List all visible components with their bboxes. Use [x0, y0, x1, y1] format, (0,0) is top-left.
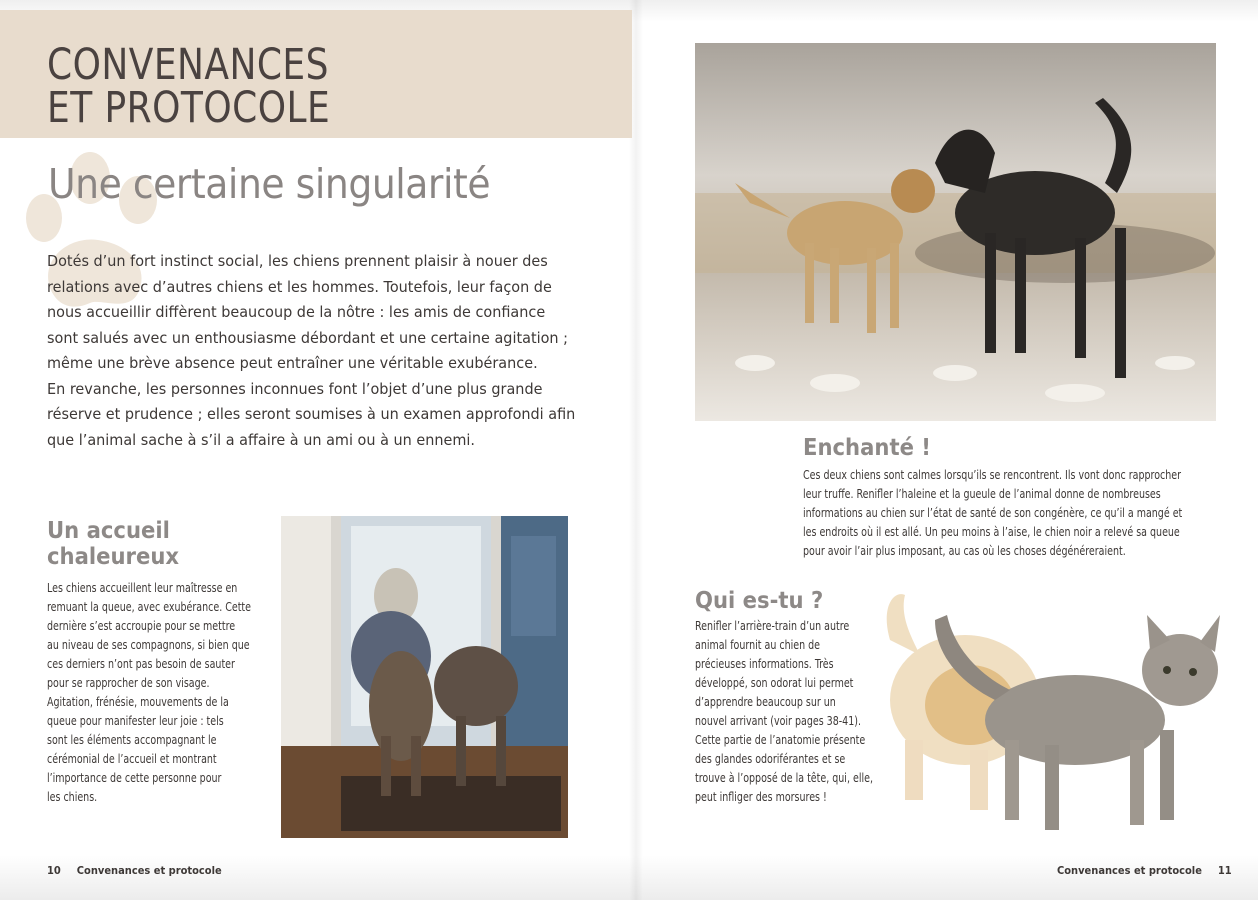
text-line: leur truffe. Renifler l’haleine et la gueule de l’animal donne de nombreuses [803, 487, 1161, 501]
text-line: des glandes odoriférantes et se [695, 752, 846, 766]
text-line: les endroits où il est allé. Un peu moins à l’aise, le chien noir a relevé sa queue [803, 525, 1180, 539]
text-line: trouve à l’opposé de la tête, qui, elle, [695, 771, 873, 785]
text-line: précieuses informations. Très [695, 657, 834, 671]
caption-heading-enchante: Enchanté ! [803, 435, 931, 461]
text-line: sont les éléments accompagnant le [47, 733, 217, 747]
text-line: ces derniers n’ont pas besoin de sauter [47, 657, 235, 671]
heading-line: Un accueil [47, 518, 170, 544]
intro-line: même une brève absence peut entraîner une véritable exubérance. [47, 354, 538, 372]
two-dogs-meeting-photo [695, 43, 1216, 421]
intro-line: relations avec d’autres chiens et les hommes. Toutefois, leur façon de [47, 277, 552, 296]
text-line: au niveau de ses compagnons, si bien que [47, 638, 250, 652]
text-line: l’importance de cette personne pour [47, 771, 222, 785]
chapter-title-line1: CONVENANCES [47, 40, 329, 90]
text-line: développé, son odorat lui permet [695, 676, 854, 690]
text-line: Ces deux chiens sont calmes lorsqu’ils se rencontrent. Ils vont donc rapprocher [803, 468, 1182, 482]
intro-line: Dotés d’un fort instinct social, les chiens prennent plaisir à nouer des [47, 252, 548, 270]
woman-greeting-dogs-photo [281, 516, 568, 838]
page-number: 11 [1217, 864, 1232, 877]
text-line: Les chiens accueillent leur maîtresse en [47, 581, 238, 595]
section-main-heading: Une certaine singularité [48, 160, 491, 208]
text-line: remuant la queue, avec exubérance. Cette [47, 600, 252, 614]
text-line: informations au chien sur l’état de santé de son congénère, ce qu’il a mangé et [803, 506, 1183, 520]
text-line: animal fournit au chien de [695, 638, 821, 652]
text-line: les chiens. [47, 790, 98, 804]
intro-line: En revanche, les personnes inconnues font l’objet d’une plus grande [47, 379, 543, 398]
running-title: Convenances et protocole [76, 864, 222, 877]
text-line: Renifler l’arrière-train d’un autre [695, 619, 850, 633]
heading-line: chaleureux [47, 544, 180, 570]
puppy-and-kitten-photo [875, 580, 1235, 850]
text-line: queue pour manifester leur joie : tels [47, 714, 224, 728]
left-page-footer [47, 864, 222, 877]
text-line: cérémonial de l’accueil et montrant [47, 752, 217, 766]
right-page-footer [1057, 864, 1232, 877]
page-number: 10 [47, 864, 61, 877]
text-line: nouvel arrivant (voir pages 38-41). [695, 714, 861, 728]
running-title: Convenances et protocole [1057, 864, 1202, 877]
subsection-heading-accueil [47, 518, 179, 570]
intro-paragraph [47, 249, 576, 453]
caption-heading-qui-es-tu: Qui es-tu ? [695, 588, 824, 614]
text-line: Cette partie de l’anatomie présente [695, 733, 866, 747]
caption-enchante-paragraph [803, 466, 1223, 561]
text-line: peut infliger des morsures ! [695, 790, 827, 804]
text-line: pour avoir l’air plus imposant, au cas où les choses dégénéreraient. [803, 544, 1126, 558]
chapter-title-line2: ET PROTOCOLE [47, 83, 331, 133]
text-line: dernière s’est accroupie pour se mettre [47, 619, 236, 633]
intro-line: nous accueillir diffèrent beaucoup de la nôtre : les amis de confiance [47, 303, 546, 321]
text-line: pour se rapprocher de son visage. [47, 676, 210, 690]
chapter-title [47, 40, 331, 133]
accueil-paragraph [47, 579, 272, 807]
caption-qui-es-tu-paragraph [695, 617, 885, 807]
intro-line: réserve et prudence ; elles seront soumises à un examen approfondi afin [47, 405, 576, 423]
intro-line: que l’animal sache à s’il a affaire à un ami ou à un ennemi. [47, 430, 475, 449]
text-line: d’apprendre beaucoup sur un [695, 695, 836, 709]
intro-line: sont salués avec un enthousiasme débordant et une certaine agitation ; [47, 328, 569, 347]
text-line: Agitation, frénésie, mouvements de la [47, 695, 229, 709]
